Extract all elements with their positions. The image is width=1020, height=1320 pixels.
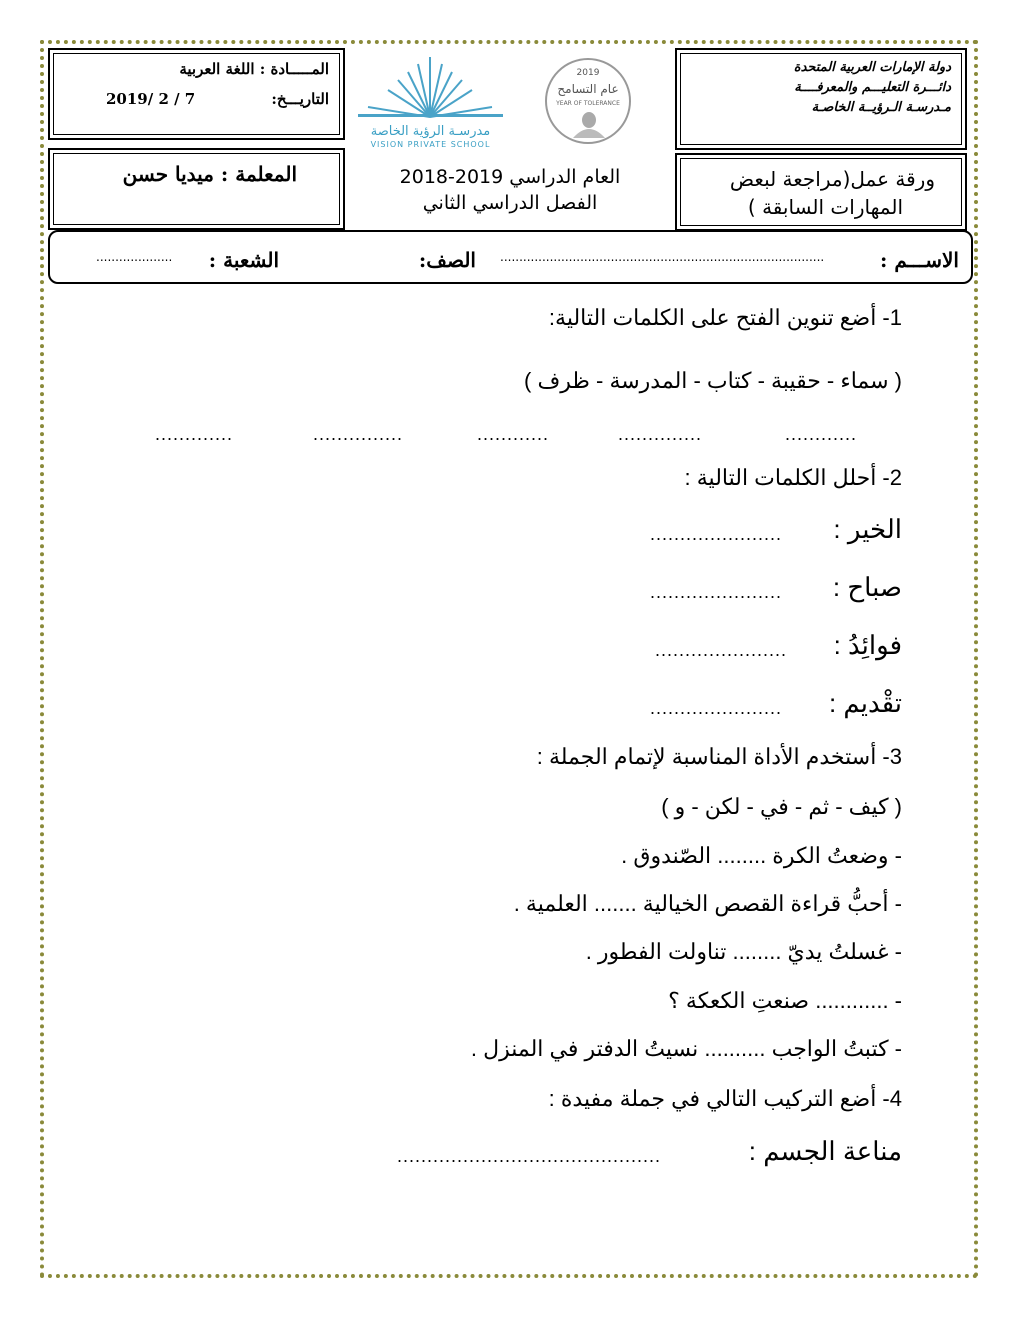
student-info-bar: [48, 230, 973, 284]
sunburst-logo-icon: [348, 52, 513, 127]
worksheet-title-box: [675, 153, 967, 231]
q2-title: 2- أحلل الكلمات التالية :: [684, 465, 902, 490]
class-label: الصف:: [418, 248, 476, 272]
q3-title: 3- أستخدم الأداة المناسبة لإتمام الجملة :: [536, 744, 902, 769]
seal-year: 2019: [576, 68, 600, 78]
teacher-box: [48, 148, 345, 230]
logo-arabic: مدرسـة الرؤية الخاصة: [370, 124, 491, 139]
worksheet-title-line-2: المهارات السابقة ): [747, 195, 903, 219]
q2-word-3: فوائِدُ :: [833, 630, 902, 660]
year-of-tolerance-seal: [545, 58, 631, 144]
q1-blank-3[interactable]: ............: [477, 424, 550, 444]
subject-label: المـــــادة : اللغة العربية: [179, 60, 329, 78]
q2-blank-3[interactable]: ......................: [655, 640, 788, 660]
term: الفصل الدراسي الثاني: [422, 192, 598, 214]
ministry-line-3: مـدرسـة الـرؤيــة الخاصـة: [811, 100, 951, 115]
q2-blank-2[interactable]: ......................: [650, 582, 783, 602]
q3-tools: ( كيف - ثم - في - لكن - و ): [661, 794, 902, 819]
seal-arabic: عام التسامح: [557, 82, 619, 96]
q1-blank-1[interactable]: ............: [785, 424, 858, 444]
seal-english: YEAR OF TOLERANCE: [556, 100, 620, 107]
q1-blank-2[interactable]: ..............: [618, 424, 703, 444]
academic-year: العام الدراسي 2019-2018: [399, 166, 621, 188]
ministry-line-2: دائـــرة التعليـــم والمعرفــــة: [794, 80, 951, 95]
q2-blank-4[interactable]: ......................: [650, 698, 783, 718]
q1-words: ( سماء - حقيبة - كتاب - المدرسة - ظرف ): [524, 368, 902, 393]
ministry-box: [675, 48, 967, 150]
q4-phrase: مناعة الجسم :: [748, 1136, 902, 1166]
q1-title: 1- أضع تنوين الفتح على الكلمات التالية:: [548, 305, 902, 330]
q3-sentence-5: - كتبتُ الواجب .......... نسيتُ الدفتر في المنزل .: [470, 1036, 902, 1061]
q2-blank-1[interactable]: ......................: [650, 524, 783, 544]
portrait-icon: [569, 110, 609, 138]
name-field[interactable]: .....................................................................................: [500, 250, 825, 264]
q2-word-2: صباح :: [832, 572, 902, 602]
q4-title: 4- أضع التركيب التالي في جملة مفيدة :: [548, 1086, 902, 1111]
teacher-name: المعلمة : ميديا حسن: [122, 162, 297, 186]
date-label: التاريـــخ:: [271, 90, 329, 108]
q1-blank-5[interactable]: .............: [155, 424, 234, 444]
section-label: الشعبة :: [208, 248, 279, 272]
section-field[interactable]: ....................: [96, 250, 173, 264]
ministry-line-1: دولة الإمارات العربية المتحدة: [793, 60, 951, 75]
q3-sentence-1: - وضعتُ الكرة ........ الصّندوق .: [621, 843, 902, 868]
q1-blank-4[interactable]: ...............: [313, 424, 404, 444]
q3-sentence-3: - غسلتُ يديّ ........ تناولت الفطور .: [585, 939, 902, 964]
name-label: الاســـم :: [880, 248, 959, 272]
q2-word-1: الخير :: [833, 514, 902, 544]
worksheet-title-line-1: ورقة عمل(مراجعة لبعض: [729, 167, 935, 191]
q2-word-4: تقْديم :: [828, 688, 902, 718]
school-logo: [348, 52, 513, 150]
date-value: 2019/ 2 / 7: [106, 90, 196, 108]
q3-sentence-4: - ............ صنعتِ الكعكة ؟: [668, 988, 902, 1013]
subject-box: [48, 48, 345, 140]
logo-english: VISION PRIVATE SCHOOL: [370, 140, 491, 149]
q3-sentence-2: - أحبُّ قراءة القصص الخيالية ....... العلمية .: [513, 891, 902, 916]
q4-answer-blank[interactable]: ............................................: [397, 1146, 662, 1166]
